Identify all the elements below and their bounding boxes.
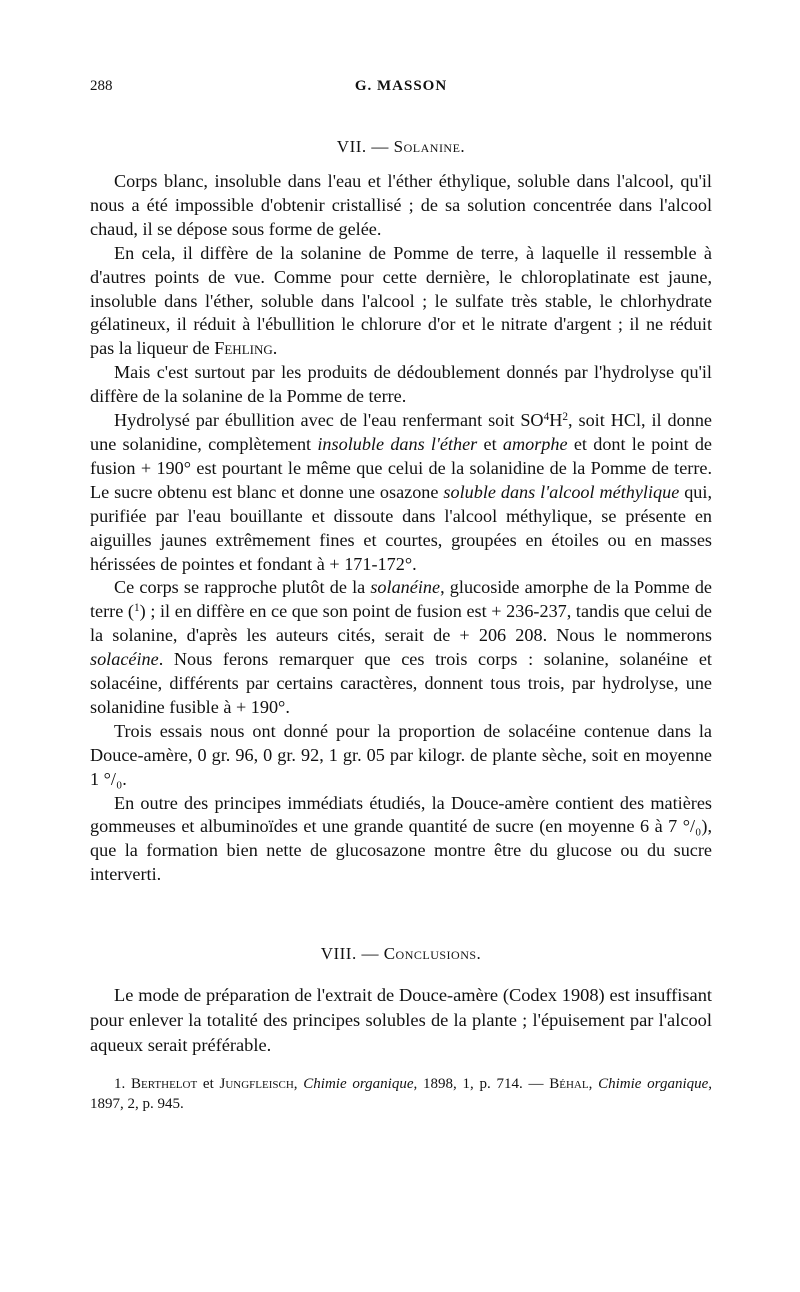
footnote-ref: 1 <box>134 602 140 615</box>
footnote <box>90 1074 712 1114</box>
page-number: 288 <box>90 78 113 94</box>
paragraph <box>90 576 712 719</box>
paragraph: Le mode de préparation de l'extrait de Douce-amère (Codex 1908) est insuffisant pour enlever la totalité des principes solubles de la plante ; l'épuisement par l'alcool aqueux serait préférable. <box>90 985 712 1055</box>
paragraph: Corps blanc, insoluble dans l'eau et l'éther éthylique, soluble dans l'alcool, qu'il nous a été impossible d'obtenir cristallisé ; de sa solution concentrée dans l'alcool chaud, il se dépose sous forme de gelée. <box>90 171 712 239</box>
text-run: et dont le point de fusion + 190° est pourtant le même que celui de la solanidine de la Pomme de terre. Le sucre obtenu est blanc et donne une osazone <box>90 433 713 502</box>
paragraph: En outre des principes immédiats étudiés, la Douce-amère contient des matières gommeuses et albuminoïdes et une grande quantité de sucre (en moyenne 6 à 7 °/₀), que la formation bien nette de glucosazone montre être du glucose ou du sucre interverti. <box>90 792 712 885</box>
work-title: Chimie organique <box>598 1076 709 1092</box>
paragraph: Trois essais nous ont donné pour la proportion de solacéine contenue dans la Douce-amère, 0 gr. 96, 0 gr. 92, 1 gr. 05 par kilogr. de plante sèche, soit en moyenne 1 °/₀. <box>90 720 712 789</box>
superscript: 4 <box>543 410 550 423</box>
footnotes <box>90 1074 712 1114</box>
italic-text: amorphe <box>502 433 568 454</box>
author-name: Béhal <box>549 1076 589 1092</box>
italic-text: insoluble dans l'éther <box>317 433 478 454</box>
section-title: Solanine. <box>393 137 466 156</box>
text-run: . Nous ferons remarquer que ces trois corps : solanine, solanéine et solacéine, différents par certains caractères, donnent tous trois, par hydrolyse, une solanidine fusible à + 190°. <box>90 649 712 717</box>
author-name: Fehling <box>214 338 273 359</box>
section-heading-vii <box>90 137 712 157</box>
italic-text: solanéine <box>370 577 441 598</box>
text-run: et <box>477 433 503 454</box>
section-title: Conclusions. <box>383 944 482 963</box>
running-head: G. MASSON <box>354 78 448 94</box>
section-body-vii <box>90 170 712 887</box>
section-numeral: VII. — <box>336 137 394 156</box>
text-run: qui, purifiée par l'eau bouillante et dissoute dans l'alcool méthylique, se présente en aiguilles jaunes extrêmement fines et courtes, groupées en étoiles ou en masses hérissées de pointes et fondant à + 171-172°. <box>90 481 712 574</box>
paragraph <box>90 409 712 576</box>
text-run: et <box>197 1076 220 1092</box>
paragraph <box>90 242 712 362</box>
text-run: En cela, il diffère de la solanine de Pomme de terre, à laquelle il ressemble à d'autres points de vue. Comme pour cette dernière, le chloroplatinate est jaune, insoluble dans l'éther, soluble dans l'alcool ; le sulfate très stable, le chlorhydrate gélatineux, il réduit à l'ébullition le chlorure d'or et le nitrate d'argent ; il ne réduit pas la liqueur de <box>90 242 712 359</box>
text-run: Ce corps se rapproche plutôt de la <box>114 577 371 598</box>
author-name: Berthelot <box>131 1076 198 1092</box>
text-run: , 1897, 2, p. 945. <box>90 1076 713 1112</box>
superscript: 2 <box>562 410 568 423</box>
text-run: , 1898, 1, p. 714. — <box>413 1076 550 1092</box>
text-run: , soit HCl, il donne une solanidine, complètement <box>90 410 712 454</box>
text-run: , <box>293 1076 304 1092</box>
page-header <box>90 78 712 100</box>
footnote-number: 1. <box>114 1076 131 1092</box>
text-run: H <box>549 410 563 431</box>
text-run: Hydrolysé par ébullition avec de l'eau renfermant soit SO <box>114 410 544 431</box>
text-run: . <box>272 338 278 359</box>
text-run: , glucoside amorphe de la Pomme de terre ( <box>90 577 712 622</box>
section-heading-viii <box>90 944 712 964</box>
text-run: ) ; il en diffère en ce que son point de fusion est + 236-237, tandis que celui de la solanine, d'après les auteurs cités, serait de + 206 208. Nous le nommerons <box>90 601 713 646</box>
italic-text: solacéine <box>90 649 159 670</box>
paragraph: Mais c'est surtout par les produits de dédoublement donnés par l'hydrolyse qu'il diffère de la solanine de la Pomme de terre. <box>90 362 712 407</box>
section-numeral: VIII. — <box>320 944 384 963</box>
italic-text: soluble dans l'alcool méthylique <box>443 481 680 502</box>
author-name: Jungfleisch <box>219 1076 294 1092</box>
section-body-viii <box>90 983 712 1058</box>
work-title: Chimie organique <box>303 1076 414 1092</box>
text-run: , <box>588 1076 599 1092</box>
